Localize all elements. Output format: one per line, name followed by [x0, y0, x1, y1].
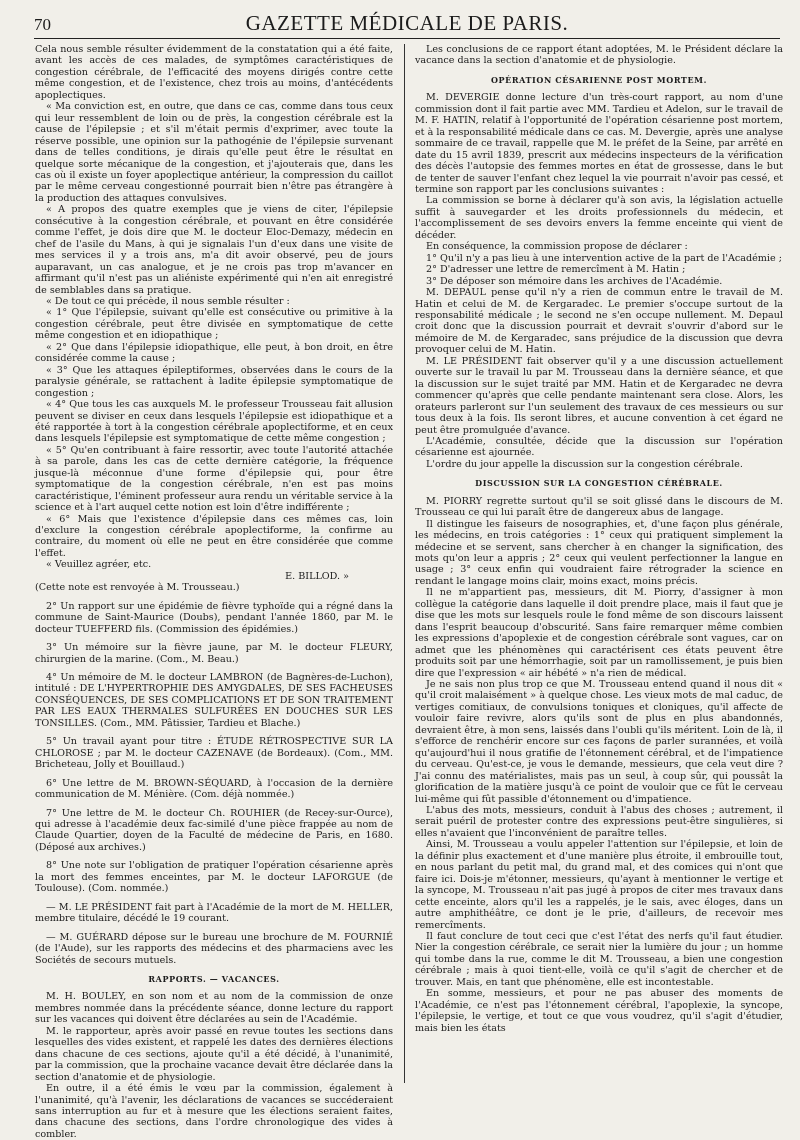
list-item: 2° D'adresser une lettre de remercîment à M. Hatin ;	[426, 264, 686, 276]
paragraph: « 3° Que les attaques épileptiformes, observées dans le cours de la paralysie générale, se rattachent à ladite épilepsie symptomatique de congestion ;	[35, 364, 393, 399]
paragraph: 4° Un mémoire de M. le docteur LAMBRON (de Bagnères-de-Luchon), intitulé : DE L'HYPERTROPHIE DES AMYGDALES, DE SES FACHEUSES CONSÉQUENCES, DE SES COMPLICATIONS ET DE SON TRAITEMENT PAR LES EAUX THERMALES SULFURÉES EN DOUCHES SUR LES TONSILLES. (Com., MM. Pâtissier, Tardieu et Blache.)	[35, 672, 393, 729]
paragraph: « 5° Qu'en contribuant à faire ressortir, avec toute l'autorité attachée à sa parole, dans les cas de cette dernière catégorie, la fréquence jusque-là méconnue d'une forme d'épilepsie qui, pour être symptomatique de la congestion cérébrale, n'en est pas moins caractéristique, l'éminent professeur aura rendu un véritable service à la science et à l'art auquel cette notion est loin d'être indifférente ;	[35, 444, 393, 514]
paragraph: « Ma conviction est, en outre, que dans ce cas, comme dans tous ceux qui leur ressemblent de loin ou de près, la congestion cérébrale est la cause de l'épilepsie ; et s'il m'était permis d'exprimer, avec toute la réserve possible, une opinion sur la pathogénie de l'épilepsie survenant dans de telles conditions, je dirais qu'elle peut être le résultat en quelque sorte mécanique de la congestion, et j'ajouterais que, dans les cas où il existe un foyer apoplectique antérieur, la compression du caillot par le même cerveau congestionné pourrait bien n'être pas étrangère à la production des attaques convulsives.	[35, 101, 393, 204]
page-number: 70	[34, 15, 51, 34]
paragraph: L'ordre du jour appelle la discussion sur la congestion cérébrale.	[426, 458, 743, 470]
section-heading: RAPPORTS. — VACANCES.	[148, 973, 280, 984]
paragraph: 7° Une lettre de M. le docteur Ch. ROUHIER (de Recey-sur-Ource), qui adresse à l'académie deux fac-similé d'une pièce frappée au nom de Claude Quartier, doyen de la Faculté de médecine de Paris, en 1680. (Déposé aux archives.)	[35, 807, 393, 853]
list-item: 3° De déposer son mémoire dans les archives de l'Académie.	[426, 275, 723, 287]
paragraph: « 6° Mais que l'existence d'épilepsie dans ces mêmes cas, loin d'exclure la congestion cérébrale apoplectiforme, la confirme au contraire, du moment où elle ne peut en être considérée que comme l'effet.	[35, 513, 393, 559]
journal-title: GAZETTE MÉDICALE DE PARIS.	[245, 11, 569, 35]
paragraph: Cela nous semble résulter évidemment de la constatation qui a été faite, avant les accès de ces malades, de symptômes caractéristiques de congestion cérébrale, de l'efficacité des moyens dirigés contre cette même congestion, et de l'existence, chez trois au moins, d'antécédents apoplectiques.	[35, 44, 393, 101]
paragraph: En outre, il a été émis le vœu par la commission, également à l'unanimité, qu'à l'avenir, les déclarations de vacances se succéderaient sans interruption au fur et à mesure que les élections seraient faites, dans chacune des sections, dans l'ordre chronologique des vides à combler.	[35, 1083, 393, 1140]
right-column	[415, 44, 783, 1083]
section-heading: OPÉRATION CÉSARIENNE POST MORTEM.	[490, 74, 708, 85]
paragraph: — M. LE PRÉSIDENT fait part à l'Académie de la mort de M. HELLER, membre titulaire, décédé le 19 courant.	[35, 901, 393, 925]
paragraph: — M. GUÉRARD dépose sur le bureau une brochure de M. FOURNIÉ (de l'Aude), sur les rapports des médecins et des pharmaciens avec les Sociétés de secours mutuels.	[35, 931, 393, 966]
page-header	[34, 10, 780, 39]
paragraph: 5° Un travail ayant pour titre : ÉTUDE RÉTROSPECTIVE SUR LA CHLOROSE ; par M. le docteur CAZENAVE (de Bordeaux). (Com., MM. Bricheteau, Jolly et Bouillaud.)	[35, 736, 393, 771]
paragraph: L'Académie, consultée, décide que la discussion sur l'opération césarienne est ajournée.	[415, 435, 783, 459]
left-column	[35, 44, 393, 1140]
paragraph: M. DEVERGIE donne lecture d'un très-court rapport, au nom d'une commission dont il fait partie avec MM. Tardieu et Adelon, sur le travail de M. F. HATIN, relatif à l'opportunité de l'opération césarienne post mortem, et à la responsabilité médicale dans ce cas. M. Devergie, après une analyse sommaire de ce travail, rappelle que M. le préfet de la Seine, par arrêté en date du 15 avril 1839, prescrit aux médecins inspecteurs de la vérification des décès l'autopsie des femmes mortes en état de grossesse, dans le but de tenter de sauver l'enfant chez lequel la vie pourrait n'avoir pas cessé, et termine son rapport par les conclusions suivantes :	[415, 92, 783, 195]
paragraph: L'abus des mots, messieurs, conduit à l'abus des choses ; autrement, il serait puéril de protester contre des expressions peut-être singulières, si elles n'avaient que l'inconvénient de paraître telles.	[415, 805, 783, 839]
column-divider	[404, 44, 405, 1083]
paragraph: M. H. BOULEY, en son nom et au nom de la commission de onze membres nommée dans la précédente séance, donne lecture du rapport sur les vacances qui doivent être déclarées au sein de l'Académie.	[35, 991, 393, 1026]
paragraph: M. PIORRY regrette surtout qu'il se soit glissé dans le discours de M. Trousseau ce qui lui paraît être de dangereux abus de langage.	[415, 495, 783, 519]
paragraph: M. DEPAUL pense qu'il n'y a rien de commun entre le travail de M. Hatin et celui de M. de Kergaradec. Le premier s'occupe surtout de la responsabilité médicale ; le second ne s'en occupe nullement. M. Depaul croit donc que la discussion pourrait et devrait s'ouvrir d'abord sur le mémoire de M. de Kergaradec, sans préjudice de la discussion que devra provoquer celui de M. Hatin.	[415, 287, 783, 356]
paragraph: Il faut conclure de tout ceci que c'est l'état des nerfs qu'il faut étudier. Nier la congestion cérébrale, ce serait nier la lumière du jour ; un homme qui tombe dans la rue, comme le dit M. Trousseau, a bien une congestion cérébrale ; mais à quoi tient-elle, voilà ce qu'il s'agit de chercher et de trouver. Mais, en tant que phénomène, elle est incontestable.	[415, 930, 783, 988]
paragraph: En somme, messieurs, et pour ne pas abuser des moments de l'Académie, ce n'est pas l'étonnement cérébral, l'apoplexie, la syncope, l'épilepsie, le vertige, et tout ce que vous voudrez, qu'il s'agit d'étudier, mais bien les états	[415, 988, 783, 1034]
paragraph: En conséquence, la commission propose de déclarer :	[426, 241, 688, 253]
paragraph: M. LE PRÉSIDENT fait observer qu'il y a une discussion actuellement ouverte sur le travail lu par M. Trousseau dans la dernière séance, et que la discussion sur le sujet traité par MM. Hatin et de Kergaradec ne devra commencer qu'après que celle pendante maintenant sera close. Alors, les orateurs parleront sur l'un seulement des travaux de ces messieurs ou sur tous deux à la fois. Ils seront libres, et aucune convention à cet égard ne peut être promulguée d'avance.	[415, 355, 783, 436]
paragraph: 2° Un rapport sur une épidémie de fièvre typhoïde qui a régné dans la commune de Saint-Maurice (Doubs), pendant l'année 1860, par M. le docteur TUEFFERD fils. (Commission des épidémies.)	[35, 600, 393, 635]
paragraph: Je ne sais non plus trop ce que M. Trousseau entend quand il nous dit « qu'il croit malaisément » à quelque chose. Les vieux mots de mal caduc, de vertiges comitiaux, de convulsions toniques et cloniques, qu'il affecte de vouloir faire revivre, alors qu'ils sont de plus en plus abandonnés, devraient être, à mon sens, laissés dans l'oubli qu'ils méritent. Loin de là, il s'efforce de renchérir encore sur ces façons de parler surannées, et voilà qu'aujourd'hui il nous gratifie de l'étonnement cérébral, et de l'impatience du cerveau. Qu'est-ce, je vous le demande, messieurs, que cela veut dire ? J'ai connu des matérialistes, mais pas un seul, à coup sûr, qui poussât la glorification de la matière jusqu'à ce point de vouloir que ce fût le cerveau lui-même qui fût passible d'étonnement ou d'impatience.	[415, 679, 783, 805]
paragraph: « 1° Que l'épilepsie, suivant qu'elle est consécutive ou primitive à la congestion cérébrale, peut être divisée en symptomatique de cette même congestion et en idiopathique ;	[35, 307, 393, 342]
paragraph: « De tout ce qui précède, il nous semble résulter :	[46, 295, 290, 307]
paragraph: « A propos des quatre exemples que je viens de citer, l'épilepsie consécutive à la congestion cérébrale, et pouvant en être considérée comme l'effet, je dois dire que M. le docteur Eloc-Demazy, médecin en chef de l'asile du Mans, à qui je signalais l'un d'eux dans une visite de mes services il y a trois ans, m'a dit avoir observé, peu de jours auparavant, un cas analogue, et je ne crois pas trop m'avancer en affirmant qu'il n'est pas un aliéniste expérimenté qui n'en ait enregistré de semblables dans sa pratique.	[35, 204, 393, 296]
paragraph: M. le rapporteur, après avoir passé en revue toutes les sections dans lesquelles des vides existent, et rappelé les dates des dernières élections dans chacune de ces sections, ajoute qu'il a été décidé, à l'unanimité, par la commission, que la prochaine vacance devait être déclarée dans la section d'anatomie et de physiologie.	[35, 1025, 393, 1083]
paragraph: 6° Une lettre de M. BROWN-SÉQUARD, à l'occasion de la dernière communication de M. Ménière. (Com. déjà nommée.)	[35, 777, 393, 801]
paragraph: 3° Un mémoire sur la fièvre jaune, par M. le docteur FLEURY, chirurgien de la marine. (Com., M. Beau.)	[35, 642, 393, 665]
signature: E. BILLOD. »	[285, 570, 349, 582]
paragraph: Les conclusions de ce rapport étant adoptées, M. le Président déclare la vacance dans la section d'anatomie et de physiologie.	[415, 44, 783, 67]
paragraph: « 2° Que dans l'épilepsie idiopathique, elle peut, à bon droit, en être considérée comme la cause ;	[35, 341, 393, 365]
closing-line: « Veuillez agréer, etc.	[46, 559, 152, 571]
paragraph: « 4° Que tous les cas auxquels M. le professeur Trousseau fait allusion peuvent se diviser en ceux dans lesquels l'épilepsie est idiopathique et a été rapportée à tort à la congestion cérébrale apoplectiforme, et en ceux dans lesquels l'épilepsie est symptomatique de cette même congestion ;	[35, 399, 393, 445]
paragraph: Il ne m'appartient pas, messieurs, dit M. Piorry, d'assigner à mon collègue la catégorie dans laquelle il doit prendre place, mais il faut que je dise que les mots sur lesquels roule le fond même de son discours laissent dans l'esprit beaucoup d'obscurité. Sans faire remarquer même combien les expressions d'apoplexie et de congestion cérébrale sont vagues, car on admet que les phénomènes qui caractérisent ces états peuvent être produits soit par une hémorrhagie, soit par un ramollissement, je puis bien dire que l'expression « air hébété » n'a rien de médical.	[415, 587, 783, 679]
paragraph: (Cette note est renvoyée à M. Trousseau.)	[35, 582, 240, 594]
section-heading: DISCUSSION SUR LA CONGESTION CÉRÉBRALE.	[475, 478, 723, 489]
paragraph: Ainsi, M. Trousseau a voulu appeler l'attention sur l'épilepsie, et loin de la définir plus exactement et d'une manière plus étroite, il embrouille tout, en nous parlant du petit mal, du grand mal, et des comices qui n'ont que faire ici. Dois-je m'étonner, messieurs, qu'ayant à mentionner le vertige et la syncope, M. Trousseau n'ait pas jugé à propos de citer mes travaux dans cette enceinte, alors qu'il les a rappelés, je le sais, avec éloges, dans un autre amphithéâtre, ce dont je le prie, d'ailleurs, de recevoir mes remercîments.	[415, 839, 783, 931]
paragraph: La commission se borne à déclarer qu'à son avis, la législation actuelle suffit à sauvegarder et les droits professionnels du médecin, et l'accomplissement de ses devoirs envers la femme enceinte qui vient de décéder.	[415, 195, 783, 241]
paragraph: 8° Une note sur l'obligation de pratiquer l'opération césarienne après la mort des femmes enceintes, par M. le docteur LAFORGUE (de Toulouse). (Com. nommée.)	[35, 860, 393, 895]
list-item: 1° Qu'il n'y a pas lieu à une intervention active de la part de l'Académie ;	[426, 252, 782, 264]
paragraph: Il distingue les faiseurs de nosographies, et, d'une façon plus générale, les médecins, en trois catégories : 1° ceux qui pratiquent simplement la médecine et se servent, sans chercher à en changer la signification, des mots qu'on leur a appris ; 2° ceux qui veulent perfectionner la langue en usage ; 3° ceux enfin qui voudraient faire rétrograder la science en rendant le langage moins clair, moins exact, moins précis.	[415, 518, 783, 587]
